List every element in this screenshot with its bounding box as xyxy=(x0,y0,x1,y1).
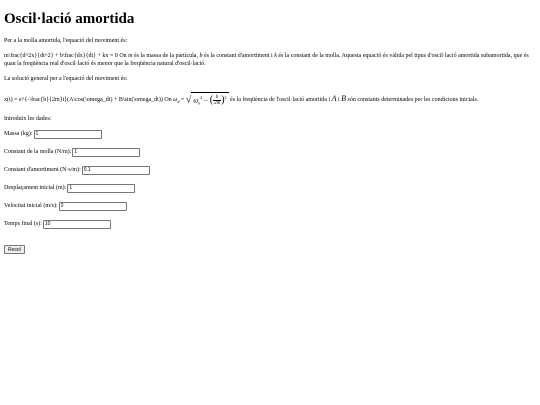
radicand xyxy=(191,92,228,108)
minus-sign: − xyxy=(204,96,208,105)
mass-row xyxy=(4,130,536,139)
omega-d-symbol: ω xyxy=(173,97,178,104)
fraction-denominator: 2m xyxy=(214,101,221,107)
spring-description: és la constant de la molla. Aquesta equació és vàlida pel tipus d'oscil·lació amortida subamortida, que és quan la freqüència real d'oscil·lació és menor que la freqüència natural d'oscil·lació. xyxy=(4,53,529,67)
square-root xyxy=(186,92,229,108)
omega-n-symbol: ω xyxy=(193,96,199,105)
omega-d-formula xyxy=(173,97,179,103)
root-icon: √ xyxy=(185,94,192,106)
damping-constant-row xyxy=(4,166,536,175)
solution-equation: x(t) = e^{-\frac{b}{2m}t}(A\cos(\omega_dt) + B\sin(\omega_dt)) xyxy=(4,97,163,104)
initial-displacement-row xyxy=(4,184,536,193)
right-paren-icon: ) xyxy=(221,94,225,106)
spring-symbol: k xyxy=(274,53,277,59)
on-text: On xyxy=(164,97,172,104)
damping-symbol: b xyxy=(199,53,203,59)
omega-n-subscript: n xyxy=(198,100,201,106)
general-solution-intro: La solució general per a l'equació del moviment és: xyxy=(4,76,128,82)
spring-constant-row xyxy=(4,148,536,157)
damping-fraction xyxy=(213,95,221,106)
b-constant-symbol: B xyxy=(341,94,347,104)
initial-displacement-label: Desplaçament inicial (m): xyxy=(4,185,67,192)
final-time-label: Temps final (s): xyxy=(4,221,42,228)
mass-input[interactable] xyxy=(34,130,102,139)
solve-button[interactable]: Resol xyxy=(4,245,25,254)
spring-constant-label: Constant de la molla (N/m): xyxy=(4,149,72,156)
final-time-input[interactable] xyxy=(43,220,111,229)
fraction-numerator: b xyxy=(213,95,221,101)
mass-label: Massa (kg): xyxy=(4,131,33,138)
initial-velocity-row xyxy=(4,202,536,211)
left-paren-icon: ( xyxy=(209,94,214,106)
initial-velocity-label: Velocitat inicial (m/s): xyxy=(4,203,58,210)
solution-paragraph xyxy=(4,92,536,108)
omega-d-subscript: d xyxy=(177,99,180,105)
form-heading: Introduïx les dades: xyxy=(4,115,52,122)
frequency-description: és la freqüència de l'oscil·lació amortida i xyxy=(230,97,331,104)
and-text: i xyxy=(337,97,340,104)
mass-description: és la massa de la partícula, xyxy=(134,53,198,59)
page-title: Oscil·lació amortida xyxy=(4,11,135,27)
a-symbol: A xyxy=(331,94,337,104)
equation-paragraph xyxy=(4,52,536,68)
mass-symbol: m xyxy=(128,53,133,59)
initial-velocity-input[interactable] xyxy=(59,202,127,211)
motion-equation: m\frac{d^2x}{dt^2} + b\frac{dx}{dt} + kx = 0 xyxy=(4,53,118,59)
equals-sign: = xyxy=(180,97,185,104)
damping-constant-input[interactable] xyxy=(82,166,150,175)
damping-description: és la constant d'amortiment i xyxy=(203,53,273,59)
final-time-row xyxy=(4,220,536,229)
spring-constant-input[interactable] xyxy=(72,148,140,157)
fraction-square: 2 xyxy=(224,95,227,100)
intro-text: Per a la molla amortida, l'equació del moviment és: xyxy=(4,38,128,44)
on-text: On xyxy=(119,53,127,59)
initial-displacement-input[interactable] xyxy=(67,184,135,193)
input-form xyxy=(4,130,536,256)
omega-n-square: 2 xyxy=(200,95,203,100)
damping-constant-label: Constant d'amortiment (N·s/m): xyxy=(4,167,81,174)
constants-description: són constants determinades per les condicions inicials. xyxy=(347,97,479,104)
